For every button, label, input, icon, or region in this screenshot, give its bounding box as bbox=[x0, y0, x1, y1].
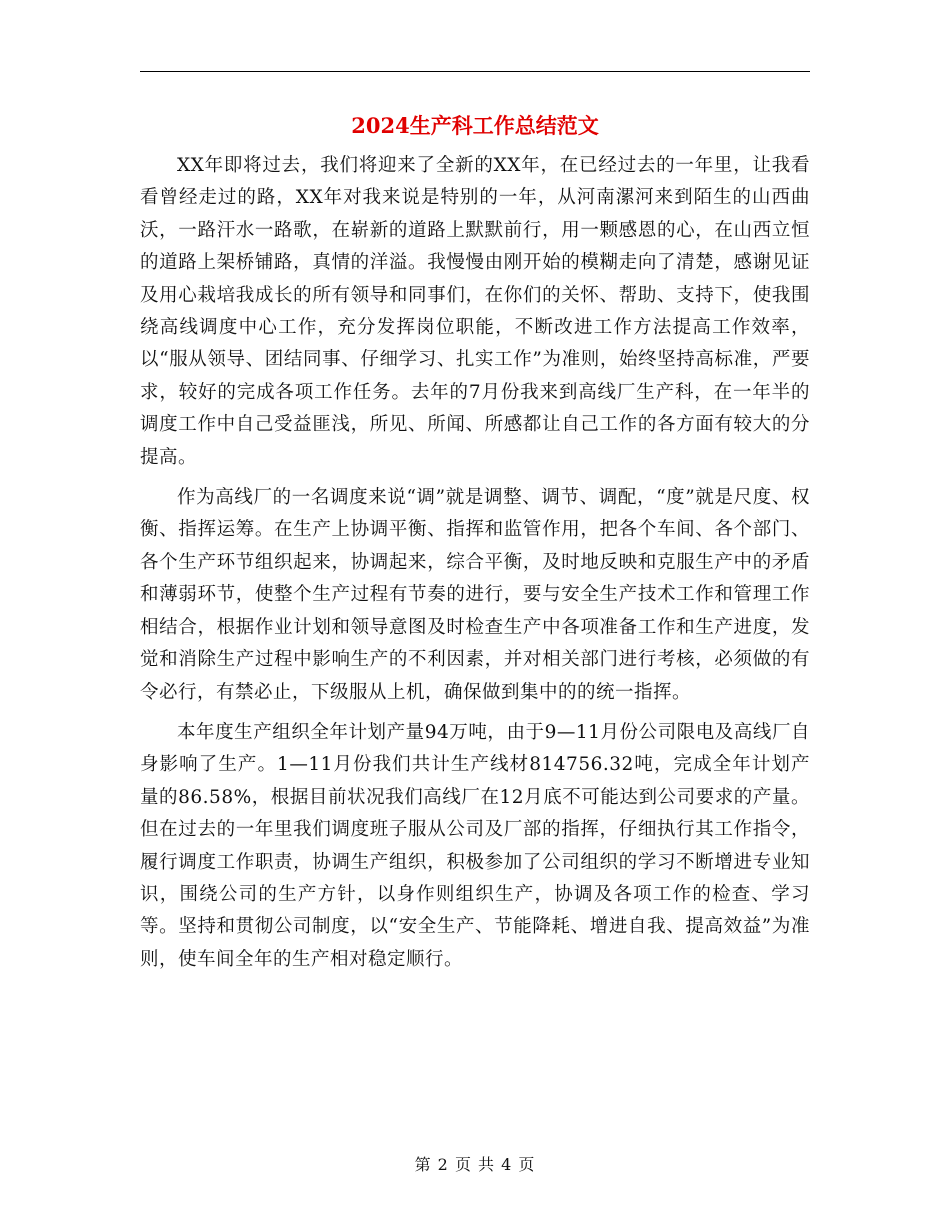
paragraph: 作为高线厂的一名调度来说“调”就是调整、调节、调配，“度”就是尺度、权衡、指挥运筹。在生产上协调平衡、指挥和监管作用，把各个车间、各个部门、各个生产环节组织起来，协调起来，综合平衡，及时地反映和克服生产中的矛盾和薄弱环节，使整个生产过程有节奏的进行，要与安全生产技术工作和管理工作相结合，根据作业计划和领导意图及时检查生产中各项准备工作和生产进度，发觉和消除生产过程中影响生产的不利因素，并对相关部门进行考核，必须做的有令必行，有禁必止，下级服从上机，确保做到集中的的统一指挥。 bbox=[140, 487, 810, 703]
page-number-footer: 第 2 页 共 4 页 bbox=[414, 1155, 536, 1174]
paragraph: 本年度生产组织全年计划产量94万吨，由于9—11月份公司限电及高线厂自身影响了生产。1—11月份我们共计生产线材814756.32吨，完成全年计划产量的86.58%，根据目前状况我们高线厂在12月底不可能达到公司要求的产量。但在过去的一年里我们调度班子服从公司及厂部的指挥，仔细执行其工作指令，履行调度工作职责，协调生产组织，积极参加了公司组织的学习不断增进专业知识，围绕公司的生产方针，以身作则组织生产，协调及各项工作的检查、学习等。坚持和贯彻公司制度，以“安全生产、节能降耗、增进自我、提高效益”为准则，使车间全年的生产相对稳定顺行。 bbox=[140, 721, 810, 970]
document-body bbox=[140, 150, 810, 984]
document-title: 2024生产科工作总结范文 bbox=[351, 113, 599, 138]
paragraph: XX年即将过去，我们将迎来了全新的XX年，在已经过去的一年里，让我看看曾经走过的路，XX年对我来说是特别的一年，从河南漯河来到陌生的山西曲沃，一路汗水一路歌，在崭新的道路上默默前行，用一颗感恩的心，在山西立恒的道路上架桥铺路，真情的洋溢。我慢慢由刚开始的模糊走向了清楚，感谢见证及用心栽培我成长的所有领导和同事们，在你们的关怀、帮助、支持下，使我围绕高线调度中心工作，充分发挥岗位职能，不断改进工作方法提高工作效率，以“服从领导、团结同事、仔细学习、扎实工作”为准则，始终坚持高标准，严要求，较好的完成各项工作任务。去年的7月份我来到高线厂生产科，在一年半的调度工作中自己受益匪浅，所见、所闻、所感都让自己工作的各方面有较大的分提高。 bbox=[140, 155, 810, 468]
header-rule bbox=[140, 71, 810, 72]
